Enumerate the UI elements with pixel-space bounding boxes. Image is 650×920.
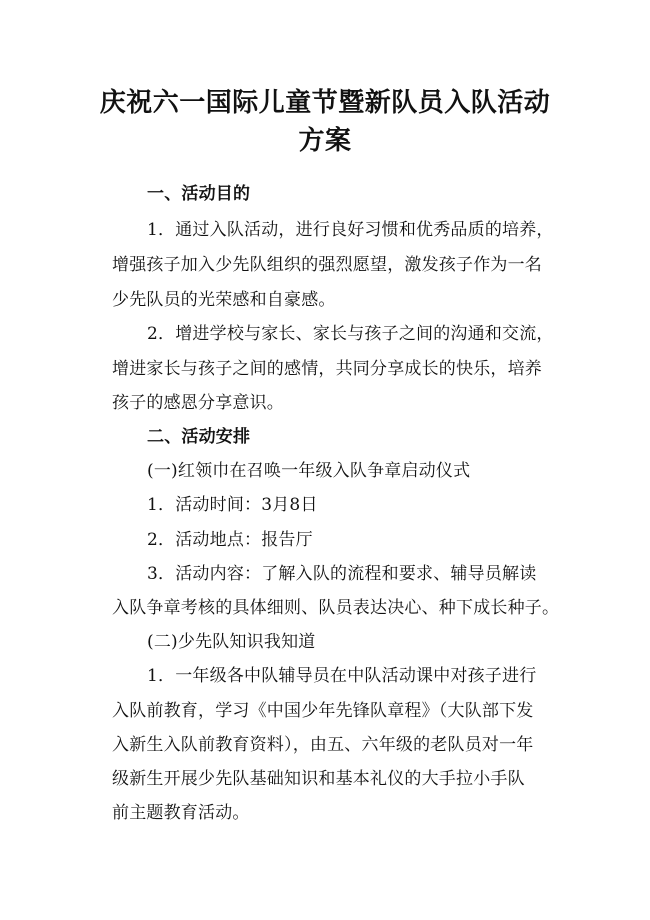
section-2-heading: 二、活动安排 xyxy=(147,427,251,447)
document-title-line-1: 庆祝六一国际儿童节暨新队员入队活动 xyxy=(99,88,551,118)
section-1-heading: 一、活动目的 xyxy=(147,184,251,204)
paragraph-line: 少先队员的光荣感和自豪感。 xyxy=(112,290,336,310)
list-item: 1．一年级各中队辅导员在中队活动课中对孩子进行 xyxy=(147,666,537,686)
paragraph-line: 增强孩子加入少先队组织的强烈愿望，激发孩子作为一名 xyxy=(112,255,542,275)
list-item: 2．活动地点：报告厅 xyxy=(147,530,313,550)
document-title-line-2: 方案 xyxy=(298,126,352,156)
list-item: 级新生开展少先队基础知识和基本礼仪的大手拉小手队 xyxy=(112,769,525,789)
list-item: 1．活动时间：3月8日 xyxy=(147,495,318,515)
list-item: 3．活动内容：了解入队的流程和要求、辅导员解读 xyxy=(147,564,537,584)
list-item: 入新生入队前教育资料），由五、六年级的老队员对一年 xyxy=(112,735,534,755)
paragraph-line: 增进家长与孩子之间的感情，共同分享成长的快乐，培养 xyxy=(112,359,542,379)
list-item: 入队争章考核的具体细则、队员表达决心、种下成长种子。 xyxy=(112,598,560,618)
subsection-1-title: (一)红领巾在召唤一年级入队争章启动仪式 xyxy=(147,461,471,481)
paragraph-line: 孩子的感恩分享意识。 xyxy=(112,393,284,413)
paragraph-line: 1．通过入队活动，进行良好习惯和优秀品质的培养， xyxy=(147,220,554,240)
subsection-2-title: (二)少先队知识我知道 xyxy=(147,632,316,652)
paragraph-line: 2．增进学校与家长、家长与孩子之间的沟通和交流， xyxy=(147,324,554,344)
list-item: 前主题教育活动。 xyxy=(112,803,250,823)
list-item: 入队前教育，学习《中国少年先锋队章程》（大队部下发 xyxy=(112,701,534,721)
